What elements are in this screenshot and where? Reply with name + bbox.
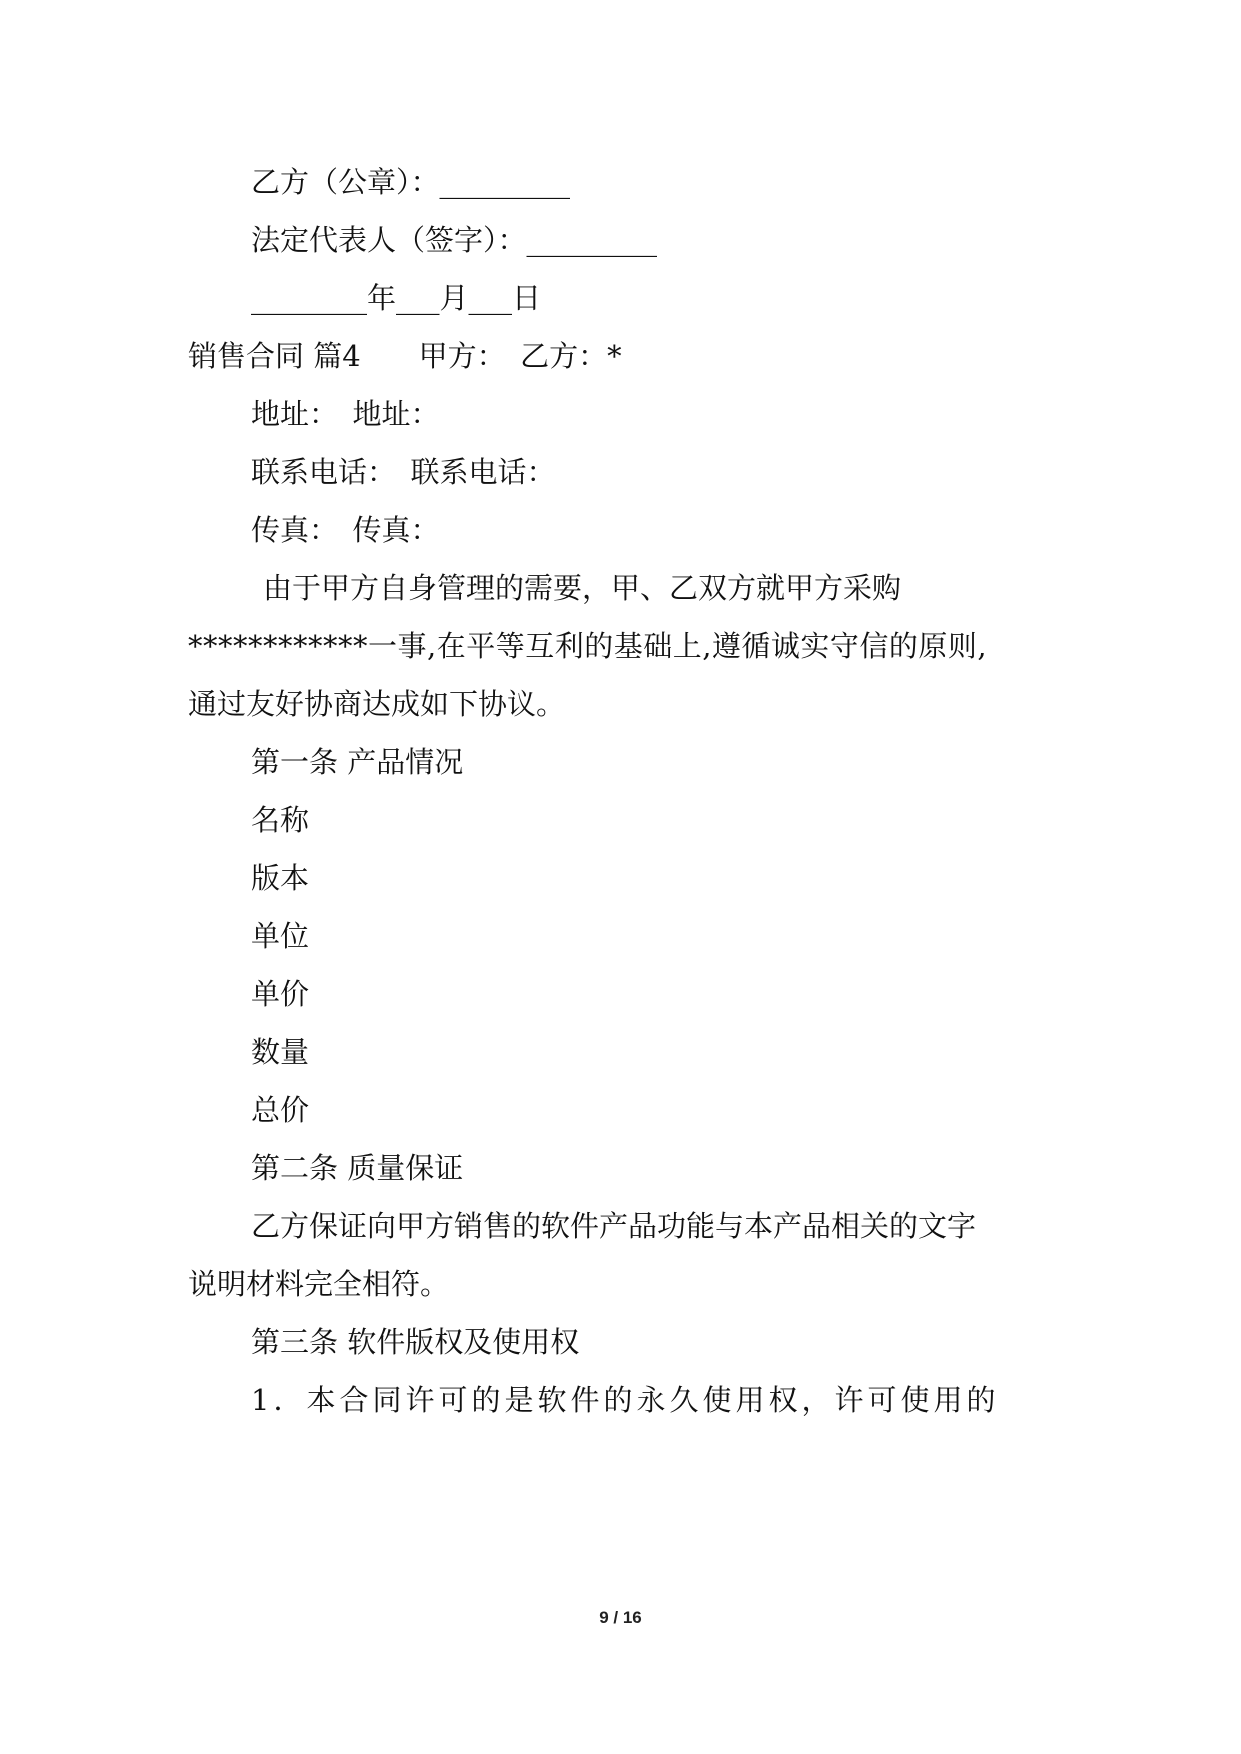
- article-2-text-1: 乙方保证向甲方销售的软件产品功能与本产品相关的文字: [251, 1209, 977, 1243]
- page-number: 9 / 16: [599, 1608, 642, 1627]
- field-name: 名称: [251, 803, 310, 837]
- contract-heading-line: 销售合同 篇4 甲方： 乙方：*: [188, 339, 622, 373]
- article-1-heading: 第一条 产品情况: [251, 745, 464, 779]
- preamble-line-2: ************一事,在平等互利的基础上,遵循诚实守信的原则,: [188, 629, 988, 663]
- preamble-line-3: 通过友好协商达成如下协议。: [188, 687, 566, 721]
- field-total-price: 总价: [251, 1093, 310, 1127]
- address-line: 地址： 地址：: [251, 397, 440, 431]
- field-version: 版本: [251, 861, 310, 895]
- field-unit-price: 单价: [251, 977, 310, 1011]
- legal-representative-signature-line: 法定代表人（签字）：_________: [251, 223, 658, 257]
- preamble-line-1: [188, 570, 1056, 606]
- date-line: ________年___月___日: [251, 281, 542, 315]
- field-unit: 单位: [251, 919, 310, 953]
- article-2-text-2: 说明材料完全相符。: [188, 1267, 450, 1301]
- phone-line: 联系电话： 联系电话：: [251, 455, 556, 489]
- article-2-heading: 第二条 质量保证: [251, 1151, 464, 1185]
- preamble-text-1: 由于甲方自身管理的需要，甲、乙双方就甲方采购: [263, 571, 902, 605]
- article-3-heading: 第三条 软件版权及使用权: [251, 1325, 580, 1359]
- article-3-clause-1: 1．本合同许可的是软件的永久使用权，许可使用的: [251, 1383, 1000, 1417]
- field-quantity: 数量: [251, 1035, 310, 1069]
- fax-line: 传真： 传真：: [251, 513, 440, 547]
- party-b-seal-line: 乙方（公章）：_________: [251, 165, 571, 199]
